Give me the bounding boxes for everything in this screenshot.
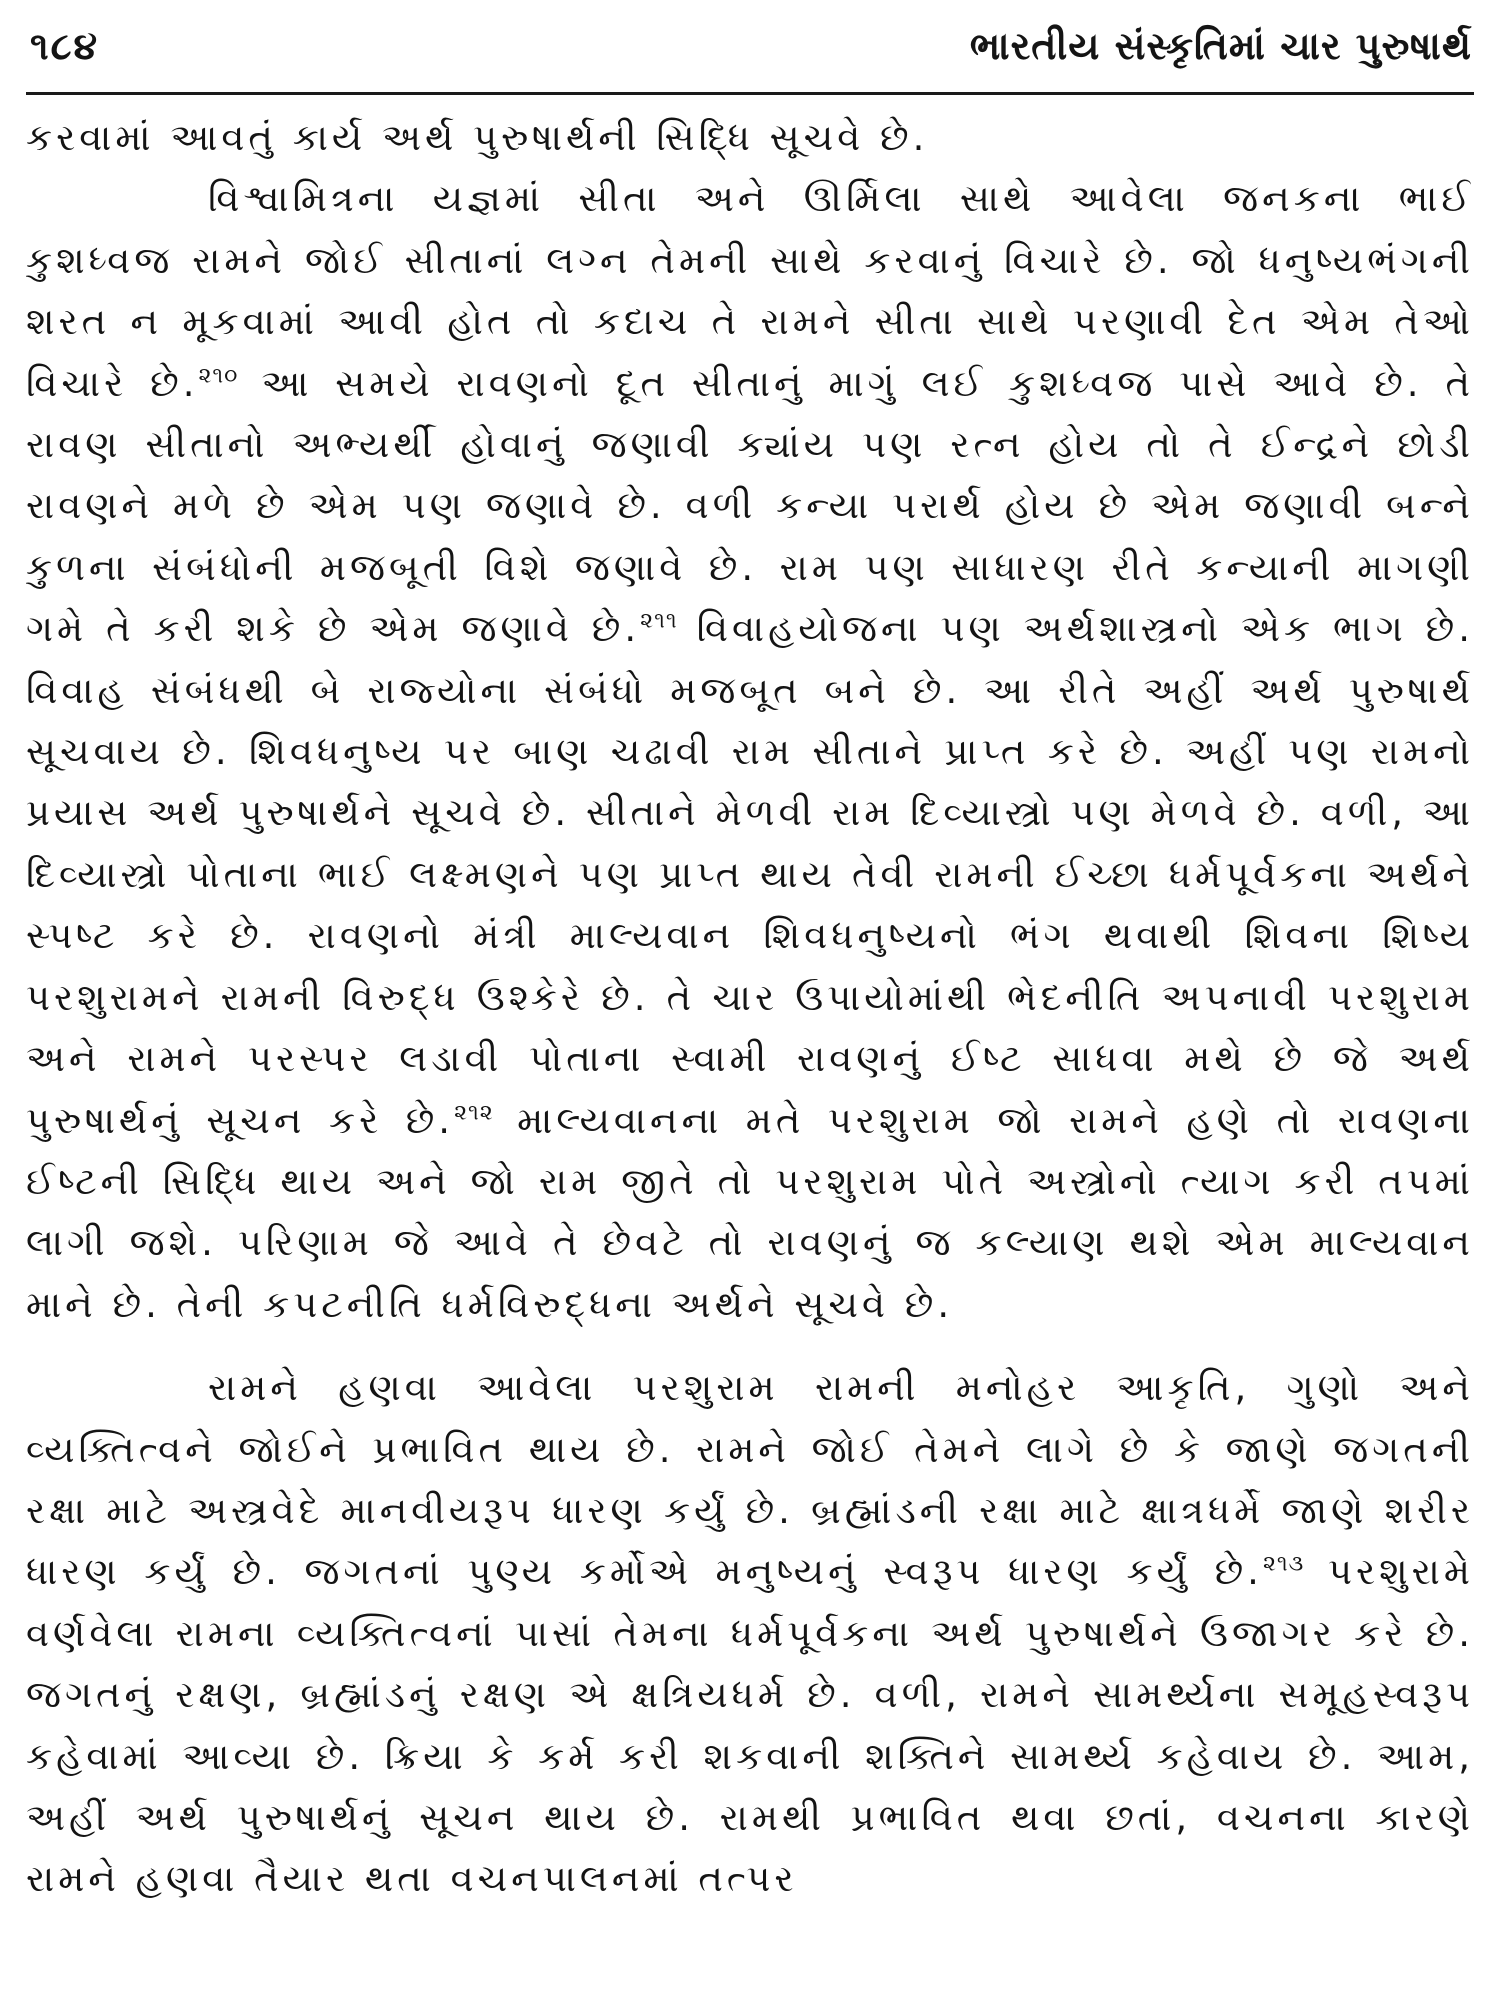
book-page: [26, 22, 1474, 1982]
page-header: [26, 22, 1474, 95]
running-title: ભારતીય સંસ્કૃતિમાં ચાર પુરુષાર્થ: [969, 24, 1472, 68]
paragraph: [26, 1357, 1474, 1910]
body-text: [26, 107, 1474, 1910]
paragraph-text: રામને હણવા આવેલા પરશુરામ રામની મનોહર આકૃતિ, ગુણો અને વ્યક્તિત્વને જોઈને પ્રભાવિત થાય છે. રામને જોઈ તેમને લાગે છે કે જાણે જગતની રક્ષા માટે અસ્ત્રવેદે માનવીયરૂપ ધારણ કર્યું છે. બ્રહ્માંડની રક્ષા માટે ક્ષાત્રધર્મે જાણે શરીર ધારણ કર્યું છે. જગતનાં પુણ્ય કર્મોએ મનુષ્યનું સ્વરૂપ ધારણ કર્યું છે.: [26, 1366, 1474, 1594]
paragraph-text: પરશુરામે વર્ણવેલા રામના વ્યક્તિત્વનાં પાસાં તેમના ધર્મપૂર્વકના અર્થ પુરુષાર્થને ઉજાગર કરે છે. જગતનું રક્ષણ, બ્રહ્માંડનું રક્ષણ એ ક્ષત્રિયધર્મ છે. વળી, રામને સામર્થ્યના સમૂહસ્વરૂપ કહેવામાં આવ્યા છે. ક્રિયા કે કર્મ કરી શકવાની શક્તિને સામર્થ્ય કહેવાય છે. આમ, અહીં અર્થ પુરુષાર્થનું સૂચન થાય છે. રામથી પ્રભાવિત થવા છતાં, વચનના કારણે રામને હણવા તૈયાર થતા વચનપાલનમાં તત્પર: [26, 1550, 1474, 1901]
footnote-reference: ૨૧૦: [198, 363, 239, 389]
paragraph-text: આ સમયે રાવણનો દૂત સીતાનું માગું લઈ કુશધ્વજ પાસે આવે છે. તે રાવણ સીતાનો અભ્યર્થી હોવાનું જણાવી ક્યાંય પણ રત્ન હોય તો તે ઈન્દ્રને છોડી રાવણને મળે છે એમ પણ જણાવે છે. વળી કન્યા પરાર્થ હોય છે એમ જણાવી બન્ને કુળના સંબંધોની મજબૂતી વિશે જણાવે છે. રામ પણ સાધારણ રીતે કન્યાની માગણી ગમે તે કરી શકે છે એમ જણાવે છે.: [26, 361, 1474, 651]
paragraph-text: માલ્યવાનના મતે પરશુરામ જો રામને હણે તો રાવણના ઈષ્ટની સિદ્ધિ થાય અને જો રામ જીતે તો પરશુરામ પોતે અસ્ત્રોનો ત્યાગ કરી તપમાં લાગી જશે. પરિણામ જે આવે તે છેવટે તો રાવણનું જ કલ્યાણ થશે એમ માલ્યવાન માને છે. તેની કપટનીતિ ધર્મવિરુદ્ધના અર્થને સૂચવે છે.: [26, 1098, 1474, 1326]
footnote-reference: ૨૧૩: [1262, 1552, 1305, 1578]
paragraph-text: કરવામાં આવતું કાર્ય અર્થ પુરુષાર્થની સિદ્ધિ સૂચવે છે.: [26, 116, 929, 159]
paragraph-text: વિશ્વામિત્રના યજ્ઞમાં સીતા અને ઊર્મિલા સાથે આવેલા જનકના ભાઈ કુશધ્વજ રામને જોઈ સીતાનાં લગ્ન તેમની સાથે કરવાનું વિચારે છે. જો ધનુષ્યભંગની શરત ન મૂકવામાં આવી હોત તો કદાચ તે રામને સીતા સાથે પરણાવી દેત એમ તેઓ વિચારે છે.: [26, 177, 1474, 405]
footnote-reference: ૨૧૧: [640, 608, 678, 634]
page-number: ૧૮૪: [30, 24, 100, 68]
paragraph-text: વિવાહયોજના પણ અર્થશાસ્ત્રનો એક ભાગ છે. વિવાહ સંબંધથી બે રાજ્યોના સંબંધો મજબૂત બને છે. આ રીતે અહીં અર્થ પુરુષાર્થ સૂચવાય છે. શિવધનુષ્ય પર બાણ ચઢાવી રામ સીતાને પ્રાપ્ત કરે છે. અહીં પણ રામનો પ્રયાસ અર્થ પુરુષાર્થને સૂચવે છે. સીતાને મેળવી રામ દિવ્યાસ્ત્રો પણ મેળવે છે. વળી, આ દિવ્યાસ્ત્રો પોતાના ભાઈ લક્ષ્મણને પણ પ્રાપ્ત થાય તેવી રામની ઈચ્છા ધર્મપૂર્વકના અર્થને સ્પષ્ટ કરે છે. રાવણનો મંત્રી માલ્યવાન શિવધનુષ્યનો ભંગ થવાથી શિવના શિષ્ય પરશુરામને રામની વિરુદ્ધ ઉશ્કેરે છે. તે ચાર ઉપાયોમાંથી ભેદનીતિ અપનાવી પરશુરામ અને રામને પરસ્પર લડાવી પોતાના સ્વામી રાવણનું ઈષ્ટ સાધવા મથે છે જે અર્થ પુરુષાર્થનું સૂચન કરે છે.: [26, 607, 1474, 1142]
paragraph-continuation: [26, 107, 1474, 168]
paragraph: [26, 168, 1474, 1335]
footnote-reference: ૨૧૨: [454, 1100, 494, 1126]
